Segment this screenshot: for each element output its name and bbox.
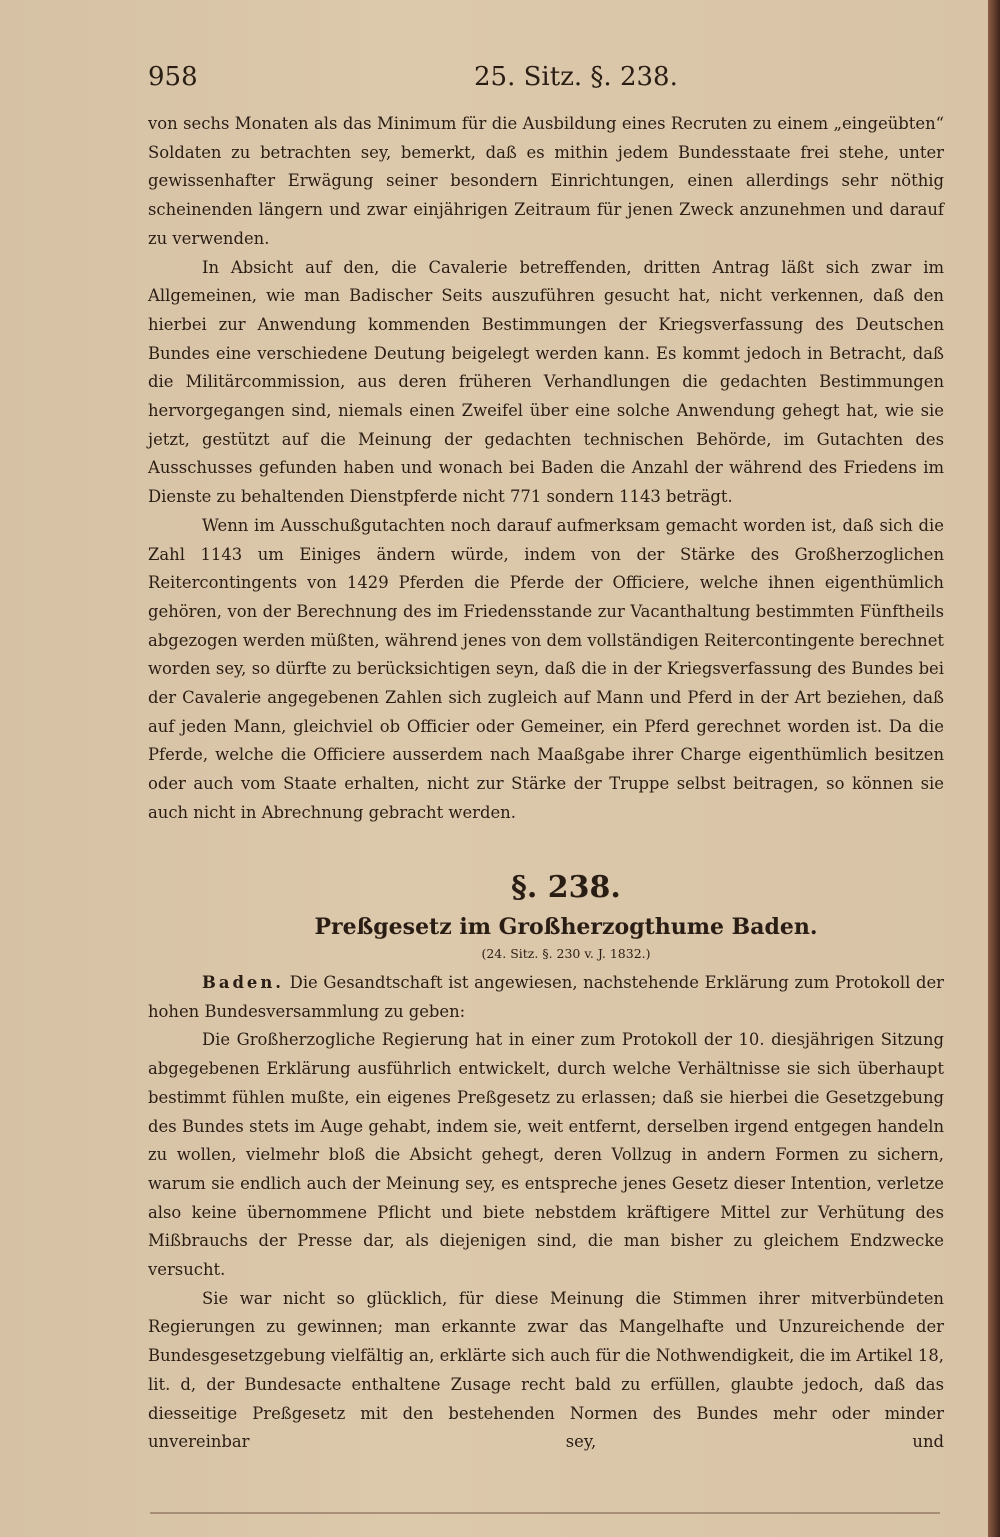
text-block-bottom [148,969,944,1457]
text-block-top [148,110,944,828]
bottom-rule [150,1512,940,1514]
page-edge [988,0,1000,1537]
paragraph-gluecklich: Sie war nicht so glücklich, für diese Meinung die Stimmen ihrer mitverbündeten Regierungen zu gewinnen; man erkannte zwar das Mangelhafte und Unzureichende der Bundesgesetzgebung vielfältig an, erklärte sich auch für die Nothwendigkeit, die im Artikel 18, lit. d, der Bundesacte enthaltene Zusage recht bald zu erfüllen, glaubte jedoch, daß das diesseitige Preßgesetz mit den bestehenden Normen des Bundes mehr oder minder unvereinbar sey, und [148,1288,944,1452]
running-head-title: 25. Sitz. §. 238. [474,62,678,92]
paragraph-ausschussgutachten: Wenn im Ausschußgutachten noch darauf aufmerksam gemacht worden ist, daß sich die Zahl 1143 um Einiges ändern würde, indem von der Stärke des Großherzoglichen Reitercontingents von 1429 Pferden die Pferde der Officiere, welche ihnen eigenthümlich gehören, von der Berechnung des im Friedensstande zur Vacanthaltung bestimmten Fünftheils abgezogen werden müßten, während jenes von dem vollständigen Reitercontingente berechnet worden sey, so dürfte zu berücksichtigen seyn, daß die in der Kriegsverfassung des Bundes bei der Cavalerie angegebenen Zahlen sich zugleich auf Mann und Pferd in der Art beziehen, daß auf jeden Mann, gleichviel ob Officier oder Gemeiner, ein Pferd gerechnet worden ist. Da die Pferde, welche die Officiere ausserdem nach Maaßgabe ihrer Charge eigenthümlich besitzen oder auch vom Staate erhalten, nicht zur Stärke der Truppe selbst beitragen, so können sie auch nicht in Abrechnung gebracht werden. [148,515,944,822]
paragraph-cavalerie: In Absicht auf den, die Cavalerie betreffenden, dritten Antrag läßt sich zwar im Allgemeinen, wie man Badischer Seits auszuführen gesucht hat, nicht verkennen, daß den hierbei zur Anwendung kommenden Bestimmungen der Kriegsverfassung des Deutschen Bundes eine verschiedene Deutung beigelegt werden kann. Es kommt jedoch in Betracht, daß die Militärcommission, aus deren früheren Verhandlungen die gedachten Bestimmungen hervorgegangen sind, niemals einen Zweifel über eine solche Anwendung gehegt hat, wie sie jetzt, gestützt auf die Meinung der gedachten technischen Behörde, im Gutachten des Ausschusses gefunden haben und wonach bei Baden die Anzahl der während des Friedens im Dienste zu behaltenden Dienstpferde nicht 771 sondern 1143 beträgt. [148,257,944,507]
section-number: §. 238. [511,870,621,905]
page-number: 958 [148,62,198,92]
paragraph-continuation: von sechs Monaten als das Minimum für die Ausbildung eines Recruten zu einem „eingeübten“ Soldaten zu betrachten sey, bemerkt, daß es mithin jedem Bundesstaate frei stehe, unter gewissenhafter Erwägung seiner besondern Einrichtungen, einen allerdings sehr nöthig scheinenden längern und zwar einjährigen Zeitraum für jenen Zweck anzunehmen und darauf zu verwenden. [148,114,944,248]
paragraph-baden-lead [148,969,944,1026]
section-title: Preßgesetz im Großherzogthume Baden. [314,914,818,940]
section-reference: (24. Sitz. §. 230 v. J. 1832.) [481,946,651,961]
lead-rest: Die Gesandtschaft ist angewiesen, nachstehende Erklärung zum Protokoll der hohen Bundesversammlung zu geben: [148,973,944,1021]
paragraph-regierung: Die Großherzogliche Regierung hat in einer zum Protokoll der 10. diesjährigen Sitzung abgegebenen Erklärung ausführlich entwickelt, durch welche Verhältnisse sie sich überhaupt bestimmt fühlen mußte, ein eigenes Preßgesetz zu erlassen; daß sie hierbei die Gesetzgebung des Bundes stets im Auge gehabt, indem sie, weit entfernt, derselben irgend entgegen handeln zu wollen, vielmehr bloß die Absicht gehegt, deren Vollzug in andern Formen zu sichern, warum sie endlich auch der Meinung sey, es entspreche jenes Gesetz dieser Intention, verletze also keine übernommene Pflicht und biete nebstdem kräftigere Mittel zur Verhütung des Mißbrauchs der Presse dar, als diejenigen sind, die man bisher zu gleichem Endzwecke versucht. [148,1030,944,1280]
lead-word: Baden. [202,973,284,992]
running-head [148,62,928,98]
